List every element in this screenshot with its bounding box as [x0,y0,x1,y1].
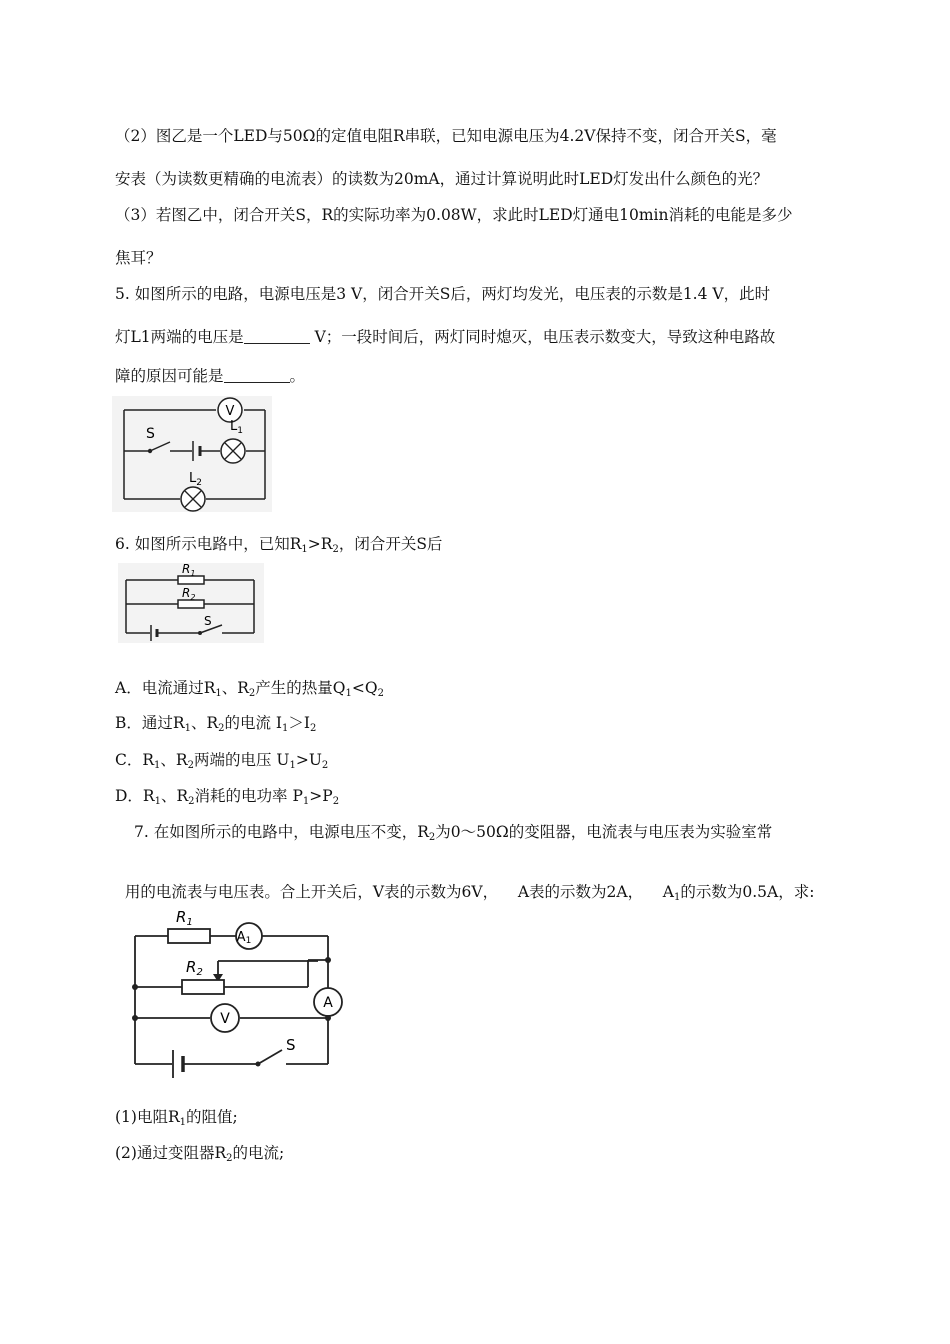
q5-line3-text-a: 障的原因可能是 [115,367,224,385]
q5-answer-blank-2[interactable] [224,368,290,383]
resistor-r1-symbol [168,908,210,943]
svg-text:S: S [146,426,155,442]
svg-text:S: S [204,614,212,628]
q5-line2 [115,327,775,347]
svg-text:A: A [323,995,333,1011]
q6-option-c: C．$R_1$、$R_2$两端的电压 $U_1>U_2$ [115,751,329,771]
q6-option-d: D．$R_1$、$R_2$消耗的电功率 $P_1>P_2$ [115,787,340,807]
svg-text:R2: $R_2$ [186,958,203,978]
q5-line3 [115,366,305,386]
ammeter-a-symbol [314,988,342,1016]
q6-stem: 6. 如图所示电路中，已知$R_1>R_2$，闭合开关S后 [115,535,443,555]
svg-text:V: V [220,1011,230,1027]
svg-text:R1: $R_1$ [176,908,193,928]
q7-subquestion-1: (1)电阻$R_1$的阻值; [115,1108,238,1128]
q7-line2: 用的电流表与电压表。合上开关后，V表的示数为6V， A表的示数为2A， $A_1$的示数为0.5A，求: [124,883,815,903]
ammeter-a1-symbol [236,923,262,949]
q6-option-a: A．电流通过$R_1$、$R_2$产生的热量$Q_1<Q_2$ [115,679,384,699]
q4-part3-line1: （3）若图乙中，闭合开关S，R的实际功率为0.08W，求此时LED灯通电10min消耗的电能是多少 [115,206,793,224]
q5-circuit-diagram [112,396,272,512]
q7-circuit-diagram [122,898,358,1084]
q7-subquestion-2: (2)通过变阻器$R_2$的电流; [115,1144,285,1164]
battery-symbol [173,1050,183,1078]
q5-answer-blank-1[interactable] [244,329,310,344]
q6-circuit-diagram [118,563,264,643]
q6-option-b: B．通过$R_1$、$R_2$的电流 $I_1>I_2$ [115,714,317,734]
voltmeter-symbol [211,1004,239,1032]
svg-text:L1: $L_1$ [230,419,243,436]
q5-line2-text-b: V；一段时间后，两灯同时熄灭，电压表示数变大，导致这种电路故 [314,328,776,346]
q5-line2-text-a: 灯L1两端的电压是 [115,328,244,346]
svg-text:S: S [286,1036,296,1054]
q4-part2-line1: （2）图乙是一个LED与50Ω的定值电阻R串联，已知电源电压为4.2V保持不变，闭合开关S，毫 [115,127,777,145]
q5-line3-text-b: 。 [289,367,306,385]
svg-text:R1: $R_1$ [182,563,196,578]
svg-text:L2: $L_2$ [189,471,202,488]
svg-text:A1: A1 [236,930,252,946]
q4-part2-line2: 安表（为读数更精确的电流表）的读数为20mA，通过计算说明此时LED灯发出什么颜色的光？ [115,170,769,188]
svg-text:R2: $R_2$ [182,586,196,602]
q7-line1: 7. 在如图所示的电路中，电源电压不变，$R_2$为0～50Ω的变阻器，电流表与电压表为实验室常 [134,823,773,843]
q4-part3-line2: 焦耳？ [115,249,162,267]
q5-line1: 5. 如图所示的电路，电源电压是3 V，闭合开关S后，两灯均发光，电压表的示数是1.4 V，此时 [115,285,771,303]
svg-text:V: V [225,404,235,419]
